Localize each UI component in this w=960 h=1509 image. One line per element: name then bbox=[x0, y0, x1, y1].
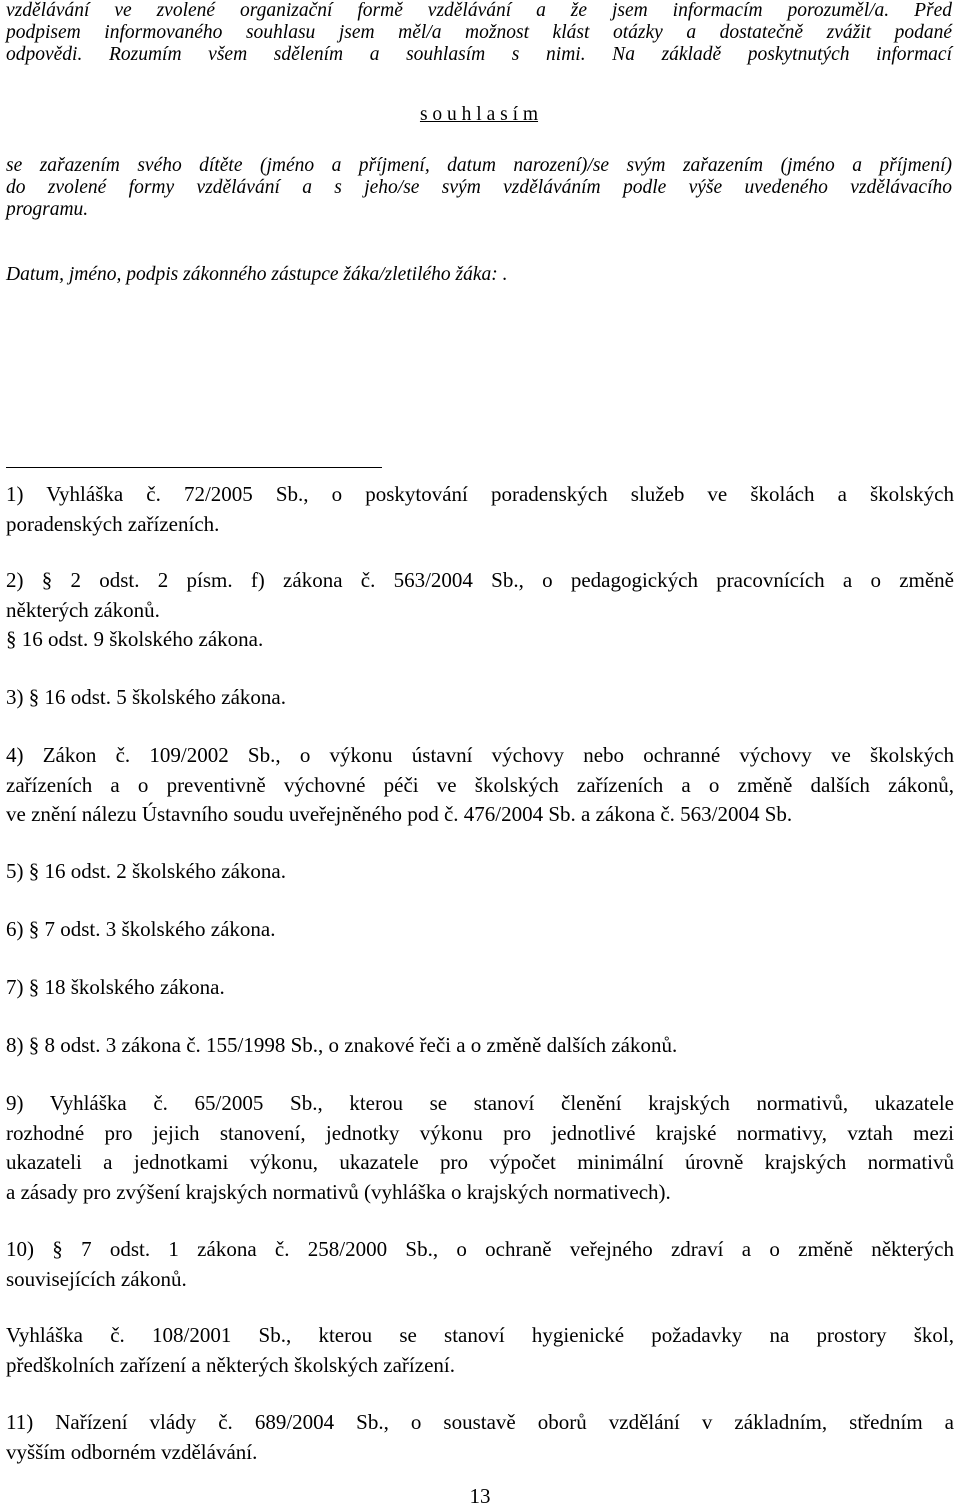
footnote-line: 6) § 7 odst. 3 školského zákona. bbox=[6, 917, 276, 941]
footnote-3 bbox=[6, 683, 954, 713]
footnote-2 bbox=[6, 566, 954, 655]
footnote-line: některých zákonů. bbox=[6, 597, 160, 622]
footnote-line: rozhodné pro jejich stanovení, jednotky výkonu pro jednotlivé krajské normativy, vztah mezi bbox=[6, 1120, 954, 1145]
consent-heading-text: s o u h l a s í m bbox=[419, 104, 539, 125]
footnote-line: předškolních zařízení a některých školských zařízení. bbox=[6, 1352, 455, 1377]
footnote-10-continued bbox=[6, 1321, 954, 1380]
footnote-line: 10) § 7 odst. 1 zákona č. 258/2000 Sb., o ochraně veřejného zdraví a o změně některých bbox=[6, 1237, 954, 1261]
footnote-line: vyšším odborném vzdělávání. bbox=[6, 1439, 258, 1464]
footnote-line: 11) Nařízení vlády č. 689/2004 Sb., o soustavě oborů vzdělání v základním, středním a bbox=[6, 1410, 954, 1434]
consent-intro-line: vzdělávání ve zvolené organizační formě vzdělávání a že jsem informacím porozuměl/a. Před bbox=[6, 0, 952, 21]
footnote-6 bbox=[6, 915, 954, 945]
signature-label-block bbox=[6, 264, 952, 286]
footnote-line: ukazateli a jednotkami výkonu, ukazatele pro výpočet minimální úrovně krajských normativů bbox=[6, 1150, 954, 1174]
consent-intro bbox=[6, 0, 952, 66]
consent-body-line: programu. bbox=[6, 199, 89, 220]
footnote-line: 9) Vyhláška č. 65/2005 Sb., kterou se stanoví členění krajských normativů, ukazatele bbox=[6, 1091, 954, 1115]
footnote-10 bbox=[6, 1235, 954, 1294]
footnote-line: 3) § 16 odst. 5 školského zákona. bbox=[6, 685, 286, 709]
footnote-11 bbox=[6, 1408, 954, 1467]
footnote-line: § 16 odst. 9 školského zákona. bbox=[6, 627, 264, 651]
footnote-line: poradenských zařízeních. bbox=[6, 511, 220, 536]
footnote-line: 5) § 16 odst. 2 školského zákona. bbox=[6, 859, 286, 883]
footnote-line: 7) § 18 školského zákona. bbox=[6, 975, 225, 999]
footnote-line: 1) Vyhláška č. 72/2005 Sb., o poskytování poradenských služeb ve školách a školských bbox=[6, 482, 954, 506]
footnote-separator bbox=[6, 467, 382, 468]
footnote-line: souvisejících zákonů. bbox=[6, 1266, 187, 1291]
footnote-7 bbox=[6, 973, 954, 1003]
footnote-5 bbox=[6, 857, 954, 887]
footnote-8 bbox=[6, 1031, 954, 1061]
footnote-9 bbox=[6, 1089, 954, 1207]
consent-intro-line: podpisem informovaného souhlasu jsem měl/a možnost klást otázky a dostatečně zvážit podané bbox=[6, 22, 952, 43]
consent-heading bbox=[6, 104, 952, 126]
signature-label: Datum, jméno, podpis zákonného zástupce žáka/zletilého žáka: . bbox=[6, 264, 508, 285]
footnote-4 bbox=[6, 741, 954, 830]
footnote-line: 8) § 8 odst. 3 zákona č. 155/1998 Sb., o znakové řeči a o změně dalších zákonů. bbox=[6, 1033, 678, 1057]
footnote-1 bbox=[6, 480, 954, 539]
consent-body-line: se zařazením svého dítěte (jméno a příjmení, datum narození)/se svým zařazením (jméno a příjmení) bbox=[6, 155, 952, 176]
footnote-line: a zásady pro zvýšení krajských normativů (vyhláška o krajských normativech). bbox=[6, 1179, 671, 1204]
footnote-line: ve znění nálezu Ústavního soudu uveřejněného pod č. 476/2004 Sb. a zákona č. 563/2004 Sb. bbox=[6, 802, 793, 826]
footnote-line: 2) § 2 odst. 2 písm. f) zákona č. 563/2004 Sb., o pedagogických pracovnících a o změně bbox=[6, 568, 954, 592]
footnote-line: Vyhláška č. 108/2001 Sb., kterou se stanoví hygienické požadavky na prostory škol, bbox=[6, 1323, 954, 1347]
consent-body-line: do zvolené formy vzdělávání a s jeho/se svým vzděláváním podle výše uvedeného vzdělávacího bbox=[6, 177, 952, 198]
consent-intro-line: odpovědi. Rozumím všem sdělením a souhlasím s nimi. Na základě poskytnutých informací bbox=[6, 44, 952, 65]
footnote-line: 4) Zákon č. 109/2002 Sb., o výkonu ústavní výchovy nebo ochranné výchovy ve školských bbox=[6, 743, 954, 767]
page-number: 13 bbox=[469, 1484, 491, 1508]
footnote-line: zařízeních a o preventivně výchovné péči ve školských zařízeních a o změně dalších zákonů, bbox=[6, 772, 954, 797]
consent-body bbox=[6, 155, 952, 221]
